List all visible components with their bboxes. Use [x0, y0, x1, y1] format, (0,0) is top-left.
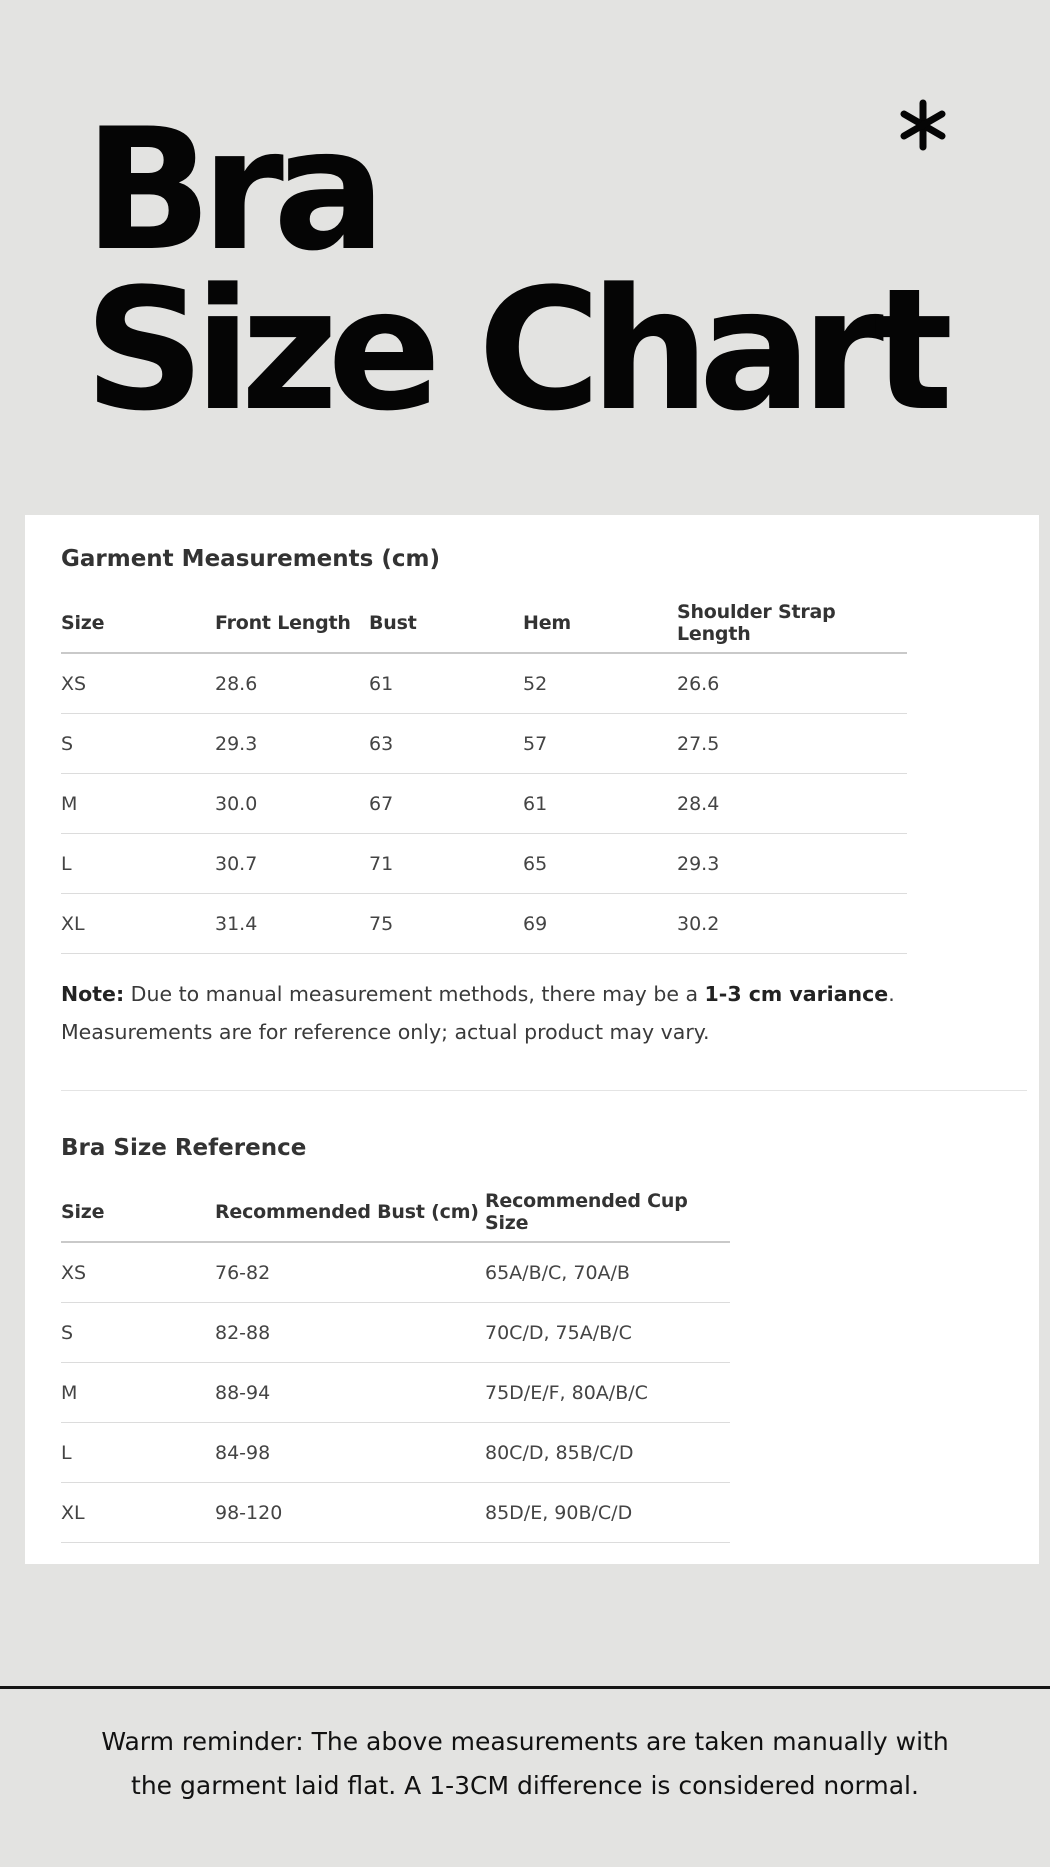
- section-divider: [61, 1090, 1027, 1091]
- table-row: [61, 1363, 730, 1423]
- table-cell: M: [61, 1363, 215, 1423]
- table-cell: M: [61, 774, 215, 834]
- garment-header-row: [61, 594, 907, 653]
- warm-reminder-text: Warm reminder: The above measurements are taken manually with the garment laid flat. A 1-3CM difference is considered normal.: [101, 1727, 949, 1800]
- table-row: [61, 1303, 730, 1363]
- table-cell: 52: [523, 653, 677, 714]
- garment-header-front-length: Front Length: [215, 594, 369, 653]
- note-variance: 1-3 cm variance: [704, 982, 889, 1006]
- table-cell: XS: [61, 653, 215, 714]
- table-row: [61, 1483, 730, 1543]
- table-row: [61, 714, 907, 774]
- table-cell: 28.6: [215, 653, 369, 714]
- page-title-line-1: Bra: [84, 92, 376, 288]
- table-cell: 57: [523, 714, 677, 774]
- table-cell: 27.5: [677, 714, 907, 774]
- garment-header-size: Size: [61, 594, 215, 653]
- table-cell: XL: [61, 1483, 215, 1543]
- table-cell: 63: [369, 714, 523, 774]
- page-title-line-2: Size Chart: [84, 252, 943, 448]
- table-cell: S: [61, 1303, 215, 1363]
- table-cell: 98-120: [215, 1483, 485, 1543]
- table-cell: 30.0: [215, 774, 369, 834]
- table-cell: 65: [523, 834, 677, 894]
- table-cell: 61: [369, 653, 523, 714]
- table-cell: 30.7: [215, 834, 369, 894]
- garment-header-hem: Hem: [523, 594, 677, 653]
- table-cell: 31.4: [215, 894, 369, 954]
- reference-header-recommended-cup-size: Recommended Cup Size: [485, 1183, 730, 1242]
- table-cell: 84-98: [215, 1423, 485, 1483]
- table-cell: S: [61, 714, 215, 774]
- table-row: [61, 894, 907, 954]
- table-cell: 26.6: [677, 653, 907, 714]
- table-cell: 67: [369, 774, 523, 834]
- table-cell: 29.3: [677, 834, 907, 894]
- reference-header-row: [61, 1183, 730, 1242]
- table-cell: 69: [523, 894, 677, 954]
- garment-measurements-title: Garment Measurements (cm): [61, 546, 440, 572]
- note-text-before: Due to manual measurement methods, there may be a: [124, 982, 705, 1006]
- table-cell: L: [61, 834, 215, 894]
- garment-measurements-table: [61, 594, 907, 954]
- table-cell: 76-82: [215, 1242, 485, 1303]
- garment-header-shoulder-strap-length: Shoulder Strap Length: [677, 594, 907, 653]
- footer-rule: [0, 1686, 1050, 1689]
- table-cell: 80C/D, 85B/C/D: [485, 1423, 730, 1483]
- size-chart-card: [25, 515, 1039, 1564]
- table-cell: 70C/D, 75A/B/C: [485, 1303, 730, 1363]
- table-cell: 28.4: [677, 774, 907, 834]
- table-cell: 75D/E/F, 80A/B/C: [485, 1363, 730, 1423]
- reference-header-size: Size: [61, 1183, 215, 1242]
- table-row: [61, 1242, 730, 1303]
- table-cell: 30.2: [677, 894, 907, 954]
- measurement-note: [61, 975, 1041, 1051]
- table-cell: 61: [523, 774, 677, 834]
- table-cell: 71: [369, 834, 523, 894]
- note-label: Note:: [61, 982, 125, 1006]
- garment-header-bust: Bust: [369, 594, 523, 653]
- table-cell: XS: [61, 1242, 215, 1303]
- table-cell: 75: [369, 894, 523, 954]
- table-cell: XL: [61, 894, 215, 954]
- table-cell: 85D/E, 90B/C/D: [485, 1483, 730, 1543]
- table-row: [61, 774, 907, 834]
- asterisk-icon: [896, 98, 950, 152]
- page-title: [84, 92, 943, 448]
- reference-header-recommended-bust: Recommended Bust (cm): [215, 1183, 485, 1242]
- table-cell: 82-88: [215, 1303, 485, 1363]
- table-cell: 65A/B/C, 70A/B: [485, 1242, 730, 1303]
- table-cell: 88-94: [215, 1363, 485, 1423]
- table-cell: 29.3: [215, 714, 369, 774]
- table-cell: L: [61, 1423, 215, 1483]
- table-row: [61, 1423, 730, 1483]
- table-row: [61, 653, 907, 714]
- note-text-after: . Measurements are for reference only; actual product may vary.: [61, 982, 895, 1044]
- bra-size-reference-table: [61, 1183, 730, 1543]
- table-row: [61, 834, 907, 894]
- bra-size-reference-title: Bra Size Reference: [61, 1135, 307, 1161]
